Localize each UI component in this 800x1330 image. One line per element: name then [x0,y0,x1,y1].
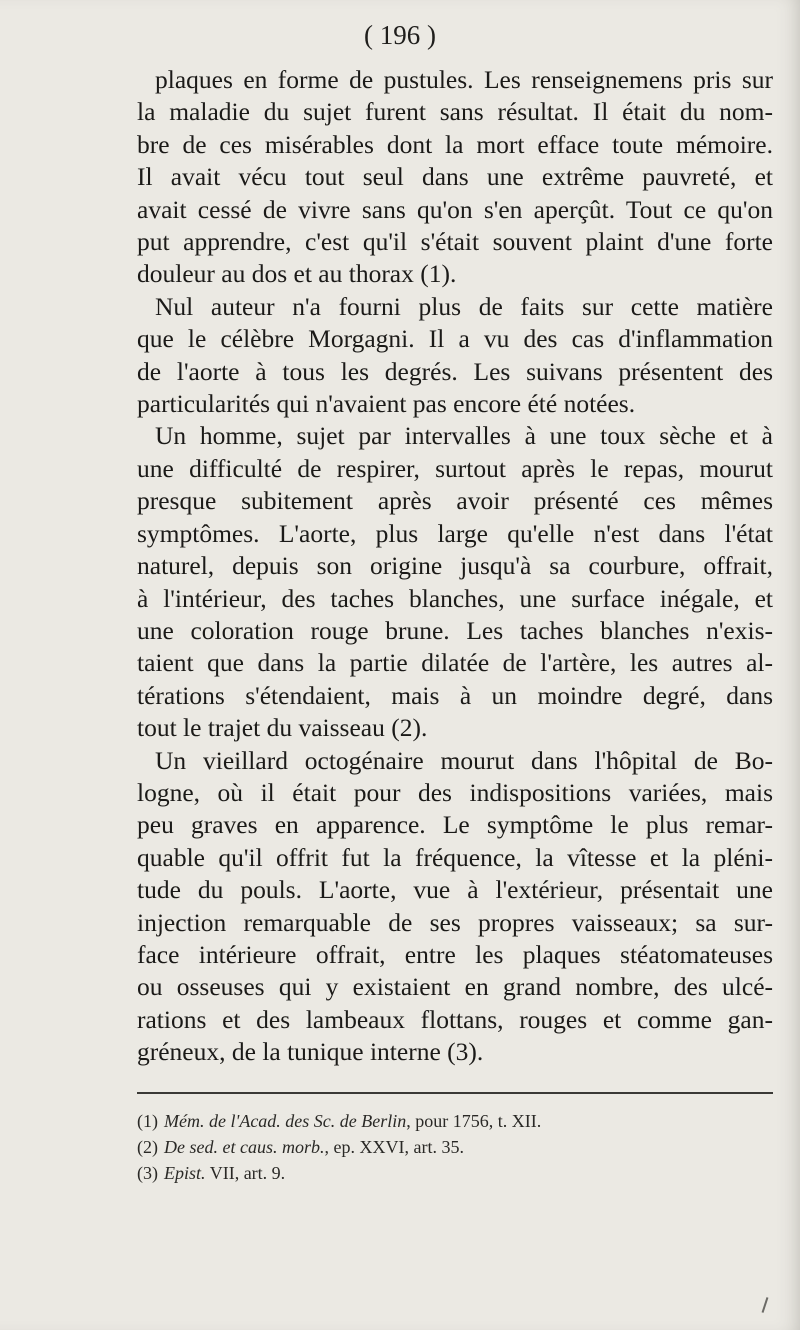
text-line: plaques en forme de pustules. Les renseignemens pris sur [155,65,773,94]
text-line: que le célèbre Morgagni. Il a vu des cas d'inflammation [137,324,773,354]
text-line: Nul auteur n'a fourni plus de faits sur cette matière [155,291,773,321]
footnote-source: De sed. et caus. morb. [164,1137,325,1157]
text-line: une coloration rouge brune. Les taches blanches n'exis- [137,615,773,645]
paragraph-1 [137,64,773,291]
text-line: naturel, depuis son origine jusqu'à sa courbure, offrait, [137,551,773,581]
text-line: rations et des lambeaux flottans, rouges et comme gan- [137,1004,773,1034]
text-line: de l'aorte à tous les degrés. Les suivans présentent des [137,356,773,386]
text-line: une difficulté de respirer, surtout après le repas, mourut [137,453,773,483]
text-line: presque subitement après avoir présenté ces mêmes [137,486,773,516]
footnotes [137,1108,773,1186]
footnote-source: Mém. de l'Acad. des Sc. de Berlin [164,1111,407,1131]
paragraph-2 [137,291,773,421]
text-line: put apprendre, c'est qu'il s'était souvent plaint d'une forte [137,227,773,257]
text-line: tout le trajet du vaisseau (2). [137,713,428,743]
footnote-mark: (2) [137,1137,158,1157]
footnote-1 [137,1108,773,1134]
footnote-2 [137,1134,773,1160]
text-line: particularités qui n'avaient pas encore été notées. [137,389,636,419]
text-line: peu graves en apparence. Le symptôme le plus remar- [137,810,773,840]
text-line: la maladie du sujet furent sans résultat. Il était du nom- [137,97,773,127]
text-line: gréneux, de la tunique interne (3). [137,1037,484,1067]
text-line: logne, où il était pour des indispositions variées, mais [137,777,773,807]
page-mark [762,1297,769,1313]
text-line: térations s'étendaient, mais à un moindre degré, dans [137,680,773,710]
text-line: quable qu'il offrit fut la fréquence, la vîtesse et la pléni- [137,842,773,872]
body-text [137,64,773,1069]
text-line: douleur au dos et au thorax (1). [137,259,457,289]
text-line: avait cessé de vivre sans qu'on s'en aperçût. Tout ce qu'on [137,194,773,224]
text-line: ou osseuses qui y existaient en grand nombre, des ulcé- [137,972,773,1002]
page-number: ( 196 ) [364,20,436,50]
text-line: Il avait vécu tout seul dans une extrême pauvreté, et [137,162,773,192]
text-line: Un vieillard octogénaire mourut dans l'hôpital de Bo- [155,745,773,775]
text-line: tude du pouls. L'aorte, vue à l'extérieur, présentait une [137,875,773,905]
footnote-mark: (1) [137,1111,158,1131]
text-line: injection remarquable de ses propres vaisseaux; sa sur- [137,907,773,937]
footnote-rule [137,1092,773,1094]
paragraph-3 [137,420,773,744]
text-line: symptômes. L'aorte, plus large qu'elle n'est dans l'état [137,518,773,548]
text-line: face intérieure offrait, entre les plaques stéatomateuses [137,939,773,969]
footnote-source: Epist. [164,1163,206,1183]
footnote-reference: VII, art. 9. [209,1163,286,1183]
text-line: Un homme, sujet par intervalles à une toux sèche et à [155,421,773,451]
paragraph-4 [137,745,773,1069]
footnote-mark: (3) [137,1163,158,1183]
footnote-reference: , pour 1756, t. XII. [406,1111,542,1131]
text-line: à l'intérieur, des taches blanches, une surface inégale, et [137,583,773,613]
footnote-3 [137,1160,773,1186]
text-line: bre de ces misérables dont la mort efface toute mémoire. [137,129,773,159]
text-line: taient que dans la partie dilatée de l'artère, les autres al- [137,648,773,678]
footnote-reference: , ep. XXVI, art. 35. [324,1137,464,1157]
